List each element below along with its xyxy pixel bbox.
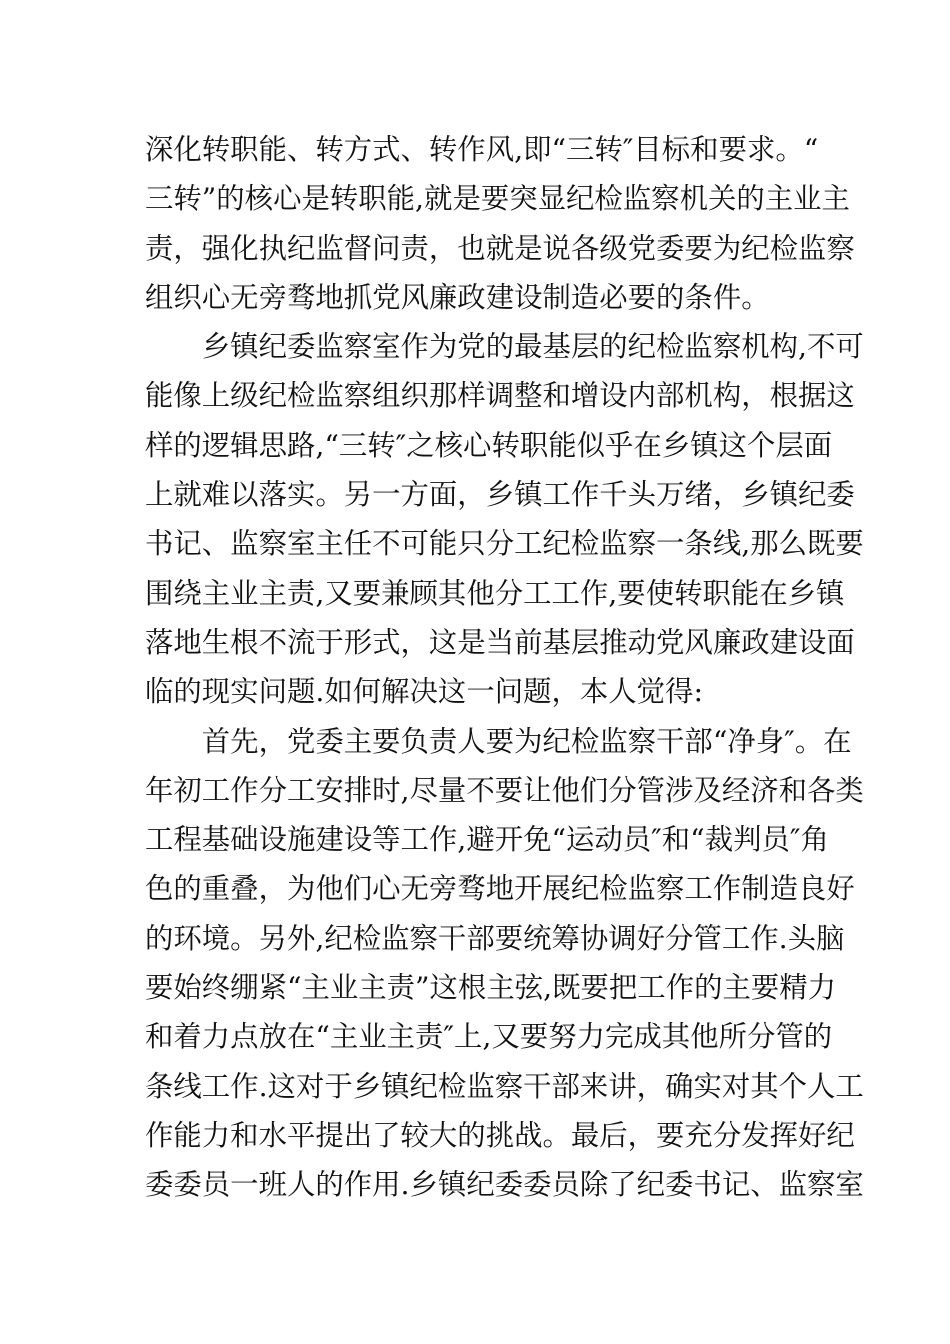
- text-line: 乡镇纪委监察室作为党的最基层的纪检监察机构,不可: [145, 330, 864, 364]
- text-line: 深化转职能、转方式、转作风,即“三转″目标和要求。“: [145, 133, 819, 166]
- text-line: 上就难以落实。另一方面，乡镇工作千头万绪，乡镇纪委: [145, 478, 855, 512]
- text-line: 要始终绷紧“主业主责”这根主弦,既要把工作的主要精力: [145, 971, 837, 1005]
- document-body: [145, 125, 864, 1210]
- text-line: 书记、监察室主任不可能只分工纪检监察一条线,那么既要: [145, 527, 864, 561]
- text-line: 和着力点放在“主业主责″上,又要努力完成其他所分管的: [145, 1020, 833, 1054]
- text-line: 的环境。另外,纪检监察干部要统筹协调好分管工作.头脑: [145, 921, 845, 955]
- text-line: 条线工作.这对于乡镇纪检监察干部来讲，确实对其个人工: [145, 1069, 864, 1103]
- text-line: 首先，党委主要负责人要为纪检监察干部“净身″。在: [145, 724, 852, 758]
- text-line: 三转”的核心是转职能,就是要突显纪检监察机关的主业主: [145, 182, 850, 216]
- text-line: 能像上级纪检监察组织那样调整和增设内部机构，根据这: [145, 379, 855, 413]
- text-line: 工程基础设施建设等工作,避开免“运动员″和“裁判员″角: [145, 823, 829, 857]
- text-line: 年初工作分工安排时,尽量不要让他们分管涉及经济和各类: [145, 773, 864, 807]
- text-line: 作能力和水平提出了较大的挑战。最后，要充分发挥好纪: [145, 1118, 855, 1152]
- text-line: 委委员一班人的作用.乡镇纪委委员除了纪委书记、监察室: [145, 1168, 864, 1202]
- text-line: 责，强化执纪监督问责，也就是说各级党委要为纪检监察: [145, 231, 855, 265]
- text-line: 临的现实问题.如何解决这一问题，本人觉得:: [145, 675, 704, 709]
- text-line: 组织心无旁骛地抓党风廉政建设制造必要的条件。: [145, 280, 770, 314]
- text-line: 色的重叠，为他们心无旁骛地开展纪检监察工作制造良好: [145, 872, 855, 906]
- text-line: 样的逻辑思路,“三转″之核心转职能似乎在乡镇这个层面: [145, 428, 833, 462]
- text-line: 落地生根不流于形式，这是当前基层推动党风廉政建设面: [145, 625, 855, 659]
- text-line: 围绕主业主责,又要兼顾其他分工工作,要使转职能在乡镇: [145, 576, 845, 610]
